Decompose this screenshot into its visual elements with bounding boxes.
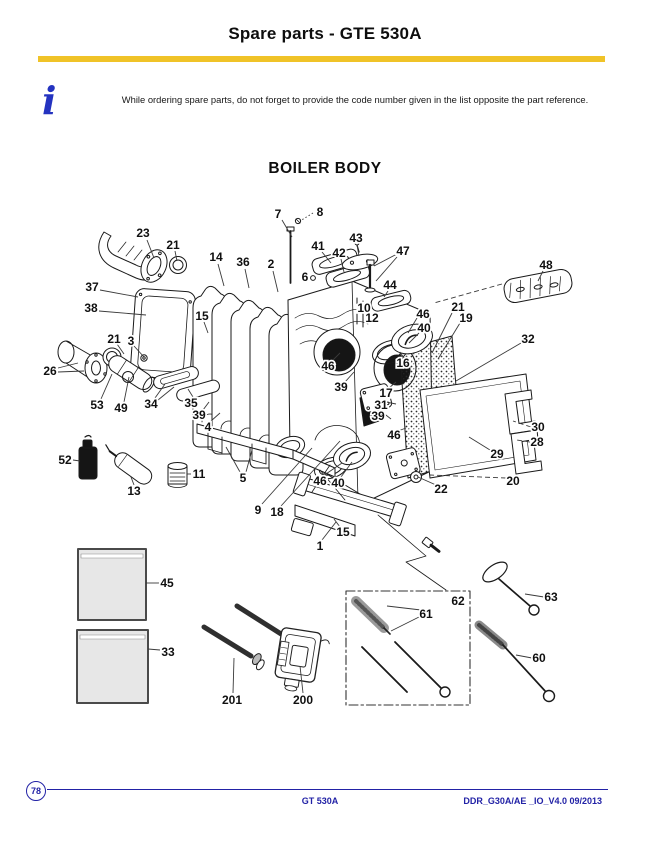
- part-label-12: 12: [365, 311, 379, 325]
- leader-line: [387, 606, 421, 610]
- part-label-18: 18: [270, 505, 284, 519]
- part-label-21: 21: [166, 238, 180, 252]
- part-label-23: 23: [136, 226, 150, 240]
- part-label-37: 37: [85, 280, 99, 294]
- page-number: 78: [30, 786, 41, 796]
- part-label-3: 3: [127, 334, 135, 348]
- info-note-text: While ordering spare parts, do not forget to provide the code number given in the list opposite the part reference.: [121, 94, 589, 105]
- leader-line: [148, 649, 160, 650]
- part-label-46: 46: [416, 307, 430, 321]
- part-label-42: 42: [332, 246, 346, 260]
- part-label-40: 40: [417, 321, 431, 335]
- part-label-53: 53: [90, 398, 104, 412]
- leader-line: [245, 269, 249, 288]
- part-label-9: 9: [254, 503, 262, 517]
- leader-line: [218, 264, 224, 286]
- part-label-4: 4: [204, 420, 212, 434]
- part-label-34: 34: [144, 397, 158, 411]
- part-label-47: 47: [396, 244, 410, 258]
- part-label-7: 7: [274, 207, 282, 221]
- part-label-2: 2: [267, 257, 275, 271]
- part-label-60: 60: [532, 651, 546, 665]
- footer-rule: [47, 789, 608, 790]
- part-label-22: 22: [434, 482, 448, 496]
- part-label-1: 1: [316, 539, 324, 553]
- part-label-15: 15: [336, 525, 350, 539]
- part-label-30: 30: [531, 420, 545, 434]
- info-icon: i: [42, 78, 57, 123]
- leader-line: [525, 594, 544, 597]
- part-label-21: 21: [107, 332, 121, 346]
- part-label-201: 201: [221, 693, 243, 707]
- part-label-15: 15: [195, 309, 209, 323]
- part-label-32: 32: [521, 332, 535, 346]
- part-label-11: 11: [192, 467, 206, 481]
- part-label-35: 35: [184, 396, 198, 410]
- part-label-5: 5: [239, 471, 247, 485]
- part-label-26: 26: [43, 364, 57, 378]
- part-label-61: 61: [419, 607, 433, 621]
- part-label-45: 45: [160, 576, 174, 590]
- part-label-43: 43: [349, 231, 363, 245]
- part-label-38: 38: [84, 301, 98, 315]
- part-label-39: 39: [192, 408, 206, 422]
- part-label-20: 20: [506, 474, 520, 488]
- part-label-29: 29: [490, 447, 504, 461]
- leader-line: [516, 655, 532, 658]
- leader-line: [100, 290, 138, 297]
- part-label-10: 10: [357, 301, 371, 315]
- leader-line: [233, 658, 234, 693]
- part-label-41: 41: [311, 239, 325, 253]
- leader-line: [434, 284, 502, 303]
- part-label-39: 39: [334, 380, 348, 394]
- footer-model: GT 530A: [301, 796, 339, 806]
- part-label-40: 40: [331, 476, 345, 490]
- part-label-46: 46: [387, 428, 401, 442]
- part-label-33: 33: [161, 645, 175, 659]
- leader-line: [391, 617, 419, 631]
- part-label-31: 31: [374, 398, 388, 412]
- part-label-46: 46: [313, 474, 327, 488]
- part-label-44: 44: [383, 278, 397, 292]
- part-label-36: 36: [236, 255, 250, 269]
- leader-line: [273, 271, 278, 292]
- page-title: Spare parts - GTE 530A: [228, 24, 422, 44]
- leader-line: [456, 343, 521, 381]
- page-number-badge: [26, 781, 46, 801]
- illustration: [58, 218, 574, 705]
- part-label-16: 16: [396, 356, 410, 370]
- part-label-46: 46: [321, 359, 335, 373]
- part-label-6: 6: [301, 270, 309, 284]
- part-label-13: 13: [127, 484, 141, 498]
- part-label-63: 63: [544, 590, 558, 604]
- part-label-21: 21: [451, 300, 465, 314]
- part-label-8: 8: [316, 205, 324, 219]
- section-heading: BOILER BODY: [268, 160, 382, 177]
- leader-line: [418, 477, 436, 485]
- part-label-28: 28: [530, 435, 544, 449]
- part-label-200: 200: [292, 693, 314, 707]
- part-label-48: 48: [539, 258, 553, 272]
- part-label-62: 62: [451, 594, 465, 608]
- part-label-39: 39: [371, 409, 385, 423]
- footer-doc-ref: DDR_G30A/AE _IO_V4.0 09/2013: [463, 796, 602, 806]
- part-label-49: 49: [114, 401, 128, 415]
- part-label-14: 14: [209, 250, 223, 264]
- part-label-19: 19: [459, 311, 473, 325]
- leader-line: [300, 213, 313, 221]
- part-label-17: 17: [379, 386, 393, 400]
- part-label-52: 52: [58, 453, 72, 467]
